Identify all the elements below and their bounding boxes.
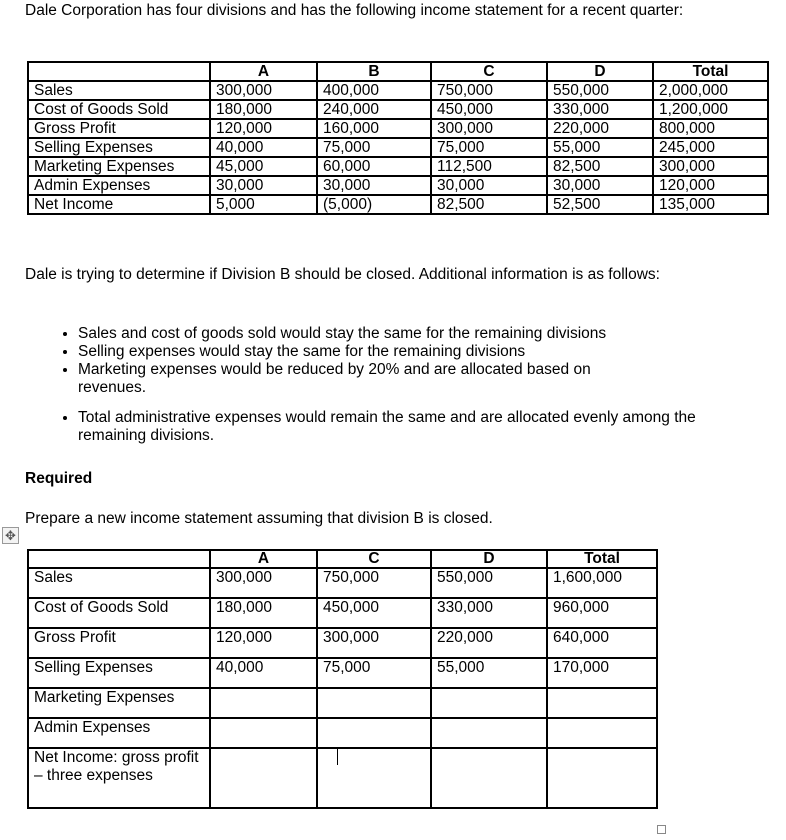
table-header-row [28, 550, 657, 568]
table-cell: 180,000 [210, 598, 317, 628]
header-cell: D [431, 550, 547, 568]
table-cell: 750,000 [317, 568, 431, 598]
table-cell: 1,200,000 [653, 100, 768, 119]
list-item: • Sales and cost of goods sold would stay the same for the remaining divisions [78, 325, 698, 343]
table-cell[interactable] [547, 718, 657, 748]
row-label: Marketing Expenses [28, 688, 210, 718]
table-cell[interactable] [431, 748, 547, 808]
table-cell: 30,000 [431, 176, 547, 195]
table-cell: 45,000 [210, 157, 317, 176]
table-row [28, 119, 768, 138]
table-cell: 55,000 [431, 658, 547, 688]
row-label: Sales [28, 568, 210, 598]
table-row [28, 598, 657, 628]
table-cell: 300,000 [210, 568, 317, 598]
table-cell: 30,000 [210, 176, 317, 195]
header-cell: C [431, 62, 547, 81]
intro-text: Dale Corporation has four divisions and has the following income statement for a recent quarter: [25, 2, 684, 19]
table-cell: 300,000 [317, 628, 431, 658]
table-cell[interactable] [317, 688, 431, 718]
header-cell: B [317, 62, 431, 81]
table-cell: 52,500 [547, 195, 653, 214]
table-cell: 300,000 [210, 81, 317, 100]
table-cell: 450,000 [431, 100, 547, 119]
table-cell: 550,000 [547, 81, 653, 100]
table-cell: 245,000 [653, 138, 768, 157]
table-cell: 75,000 [431, 138, 547, 157]
row-label: Gross Profit [28, 628, 210, 658]
table-row [28, 100, 768, 119]
table-row [28, 81, 768, 100]
table-cell: 40,000 [210, 138, 317, 157]
list-item: • Total administrative expenses would remain the same and are allocated evenly among the remaining divisions. [78, 409, 698, 445]
table-move-handle-icon[interactable]: ✥ [2, 527, 19, 544]
table-cell[interactable] [317, 718, 431, 748]
table-cell: 300,000 [431, 119, 547, 138]
table-cell: 160,000 [317, 119, 431, 138]
table-cell: 750,000 [431, 81, 547, 100]
table-row [28, 748, 657, 808]
table-row [28, 176, 768, 195]
table-cell: 82,500 [431, 195, 547, 214]
question-text: Dale is trying to determine if Division B should be closed. Additional information is as follows: [25, 266, 660, 283]
row-label: Marketing Expenses [28, 157, 210, 176]
table-cell: 640,000 [547, 628, 657, 658]
table-cell: 120,000 [210, 119, 317, 138]
table-cell[interactable] [210, 718, 317, 748]
header-cell: Total [653, 62, 768, 81]
table-row [28, 658, 657, 688]
row-label: Admin Expenses [28, 176, 210, 195]
table-cell: 75,000 [317, 658, 431, 688]
header-cell: Total [547, 550, 657, 568]
list-item: • Selling expenses would stay the same for the remaining divisions [78, 343, 698, 361]
table-row [28, 138, 768, 157]
table-cell: 220,000 [431, 628, 547, 658]
instruction-text: Prepare a new income statement assuming that division B is closed. [25, 510, 493, 527]
table-cell: 450,000 [317, 598, 431, 628]
row-label: Net Income: gross profit – three expenses [28, 748, 210, 808]
table-cell[interactable] [547, 688, 657, 718]
table-cell[interactable] [547, 748, 657, 808]
table-cell: 180,000 [210, 100, 317, 119]
row-label: Cost of Goods Sold [28, 100, 210, 119]
table-cell: 400,000 [317, 81, 431, 100]
table-cell: 550,000 [431, 568, 547, 598]
table-cell: 112,500 [431, 157, 547, 176]
table-cell: 60,000 [317, 157, 431, 176]
table-header-row [28, 62, 768, 81]
table-cell: 170,000 [547, 658, 657, 688]
row-label: Cost of Goods Sold [28, 598, 210, 628]
original-income-statement-table [27, 61, 769, 215]
assumptions-list [40, 325, 698, 449]
table-resize-handle-icon[interactable] [657, 825, 666, 834]
header-cell [28, 550, 210, 568]
table-cell[interactable] [431, 688, 547, 718]
new-income-statement-table [27, 549, 658, 809]
table-cell: 240,000 [317, 100, 431, 119]
table-cell: 55,000 [547, 138, 653, 157]
table-row [28, 157, 768, 176]
table-cell: 75,000 [317, 138, 431, 157]
table-cell: 40,000 [210, 658, 317, 688]
table-row [28, 628, 657, 658]
table-cell: 330,000 [431, 598, 547, 628]
table-cell: 220,000 [547, 119, 653, 138]
table-cell: 120,000 [653, 176, 768, 195]
header-cell: D [547, 62, 653, 81]
table-cell: 135,000 [653, 195, 768, 214]
table-cell: 330,000 [547, 100, 653, 119]
table-cell: (5,000) [317, 195, 431, 214]
header-cell: A [210, 550, 317, 568]
row-label: Selling Expenses [28, 658, 210, 688]
table-row [28, 568, 657, 598]
row-label: Gross Profit [28, 119, 210, 138]
table-cell: 30,000 [547, 176, 653, 195]
row-label: Sales [28, 81, 210, 100]
table-row [28, 688, 657, 718]
header-cell [28, 62, 210, 81]
table-cell: 960,000 [547, 598, 657, 628]
row-label: Selling Expenses [28, 138, 210, 157]
table-cell[interactable] [210, 748, 317, 808]
table-cell: 5,000 [210, 195, 317, 214]
header-cell: C [317, 550, 431, 568]
table-cell: 82,500 [547, 157, 653, 176]
table-cell[interactable] [210, 688, 317, 718]
required-heading: Required [25, 470, 93, 487]
table-cell: 1,600,000 [547, 568, 657, 598]
table-cell: 2,000,000 [653, 81, 768, 100]
table-row [28, 195, 768, 214]
table-cell: 300,000 [653, 157, 768, 176]
header-cell: A [210, 62, 317, 81]
table-cell: 120,000 [210, 628, 317, 658]
table-cell[interactable] [317, 748, 431, 808]
list-item: • Marketing expenses would be reduced by 20% and are allocated based on revenues. [78, 361, 658, 397]
row-label: Admin Expenses [28, 718, 210, 748]
table-cell: 30,000 [317, 176, 431, 195]
table-row [28, 718, 657, 748]
row-label: Net Income [28, 195, 210, 214]
table-cell: 800,000 [653, 119, 768, 138]
table-cell[interactable] [431, 718, 547, 748]
text-cursor [337, 749, 338, 765]
